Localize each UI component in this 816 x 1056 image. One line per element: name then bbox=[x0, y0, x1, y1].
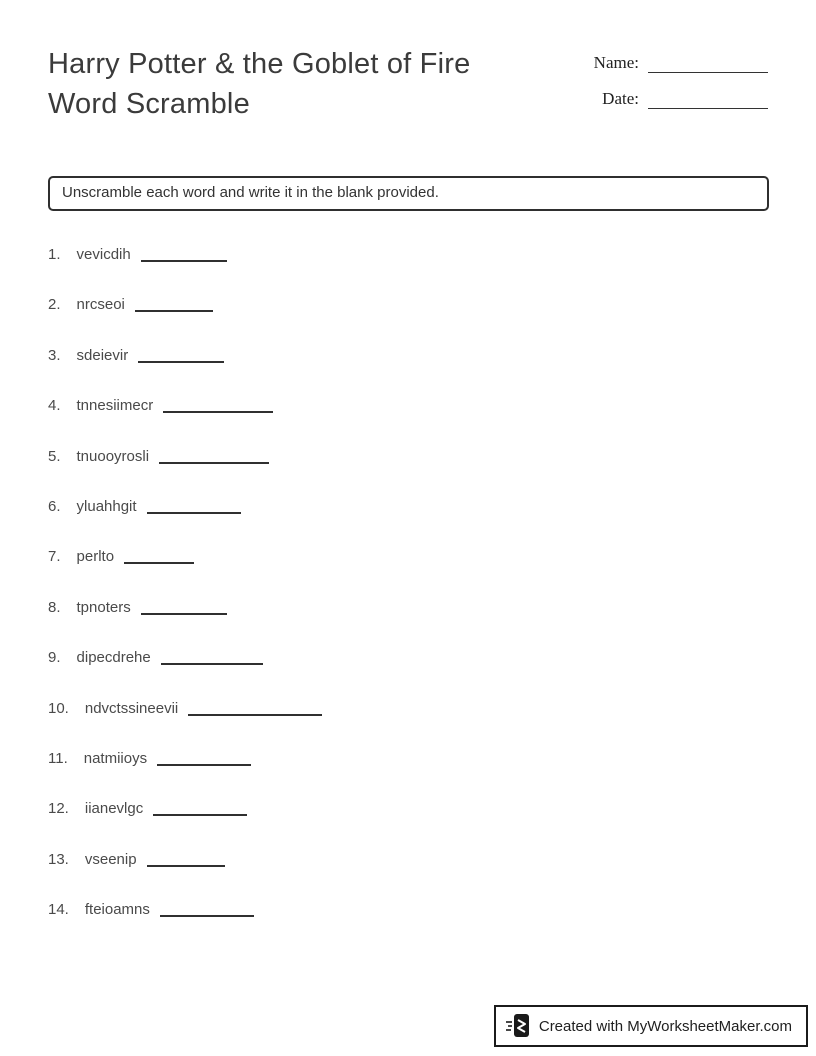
footer-credit-box bbox=[494, 1005, 808, 1047]
answer-blank bbox=[147, 497, 241, 514]
scrambled-word: tnuooyrosli bbox=[76, 447, 150, 465]
scrambled-word: natmiioys bbox=[83, 749, 148, 767]
instructions-box bbox=[48, 176, 769, 211]
item-number: 4. bbox=[48, 397, 61, 415]
name-blank-line bbox=[648, 52, 768, 73]
word-scramble-item bbox=[48, 598, 816, 648]
answer-blank bbox=[141, 598, 227, 615]
item-number: 3. bbox=[48, 346, 61, 364]
word-scramble-item bbox=[48, 648, 816, 698]
title-line-1: Harry Potter & the Goblet of Fire bbox=[48, 48, 471, 80]
worksheetmaker-logo-icon bbox=[506, 1013, 530, 1039]
title-line-2: Word Scramble bbox=[48, 88, 250, 120]
item-number: 12. bbox=[48, 800, 69, 818]
word-scramble-item bbox=[48, 346, 816, 396]
scrambled-word: dipecdrehe bbox=[76, 649, 151, 667]
answer-blank bbox=[157, 749, 251, 766]
scrambled-word: sdeievir bbox=[76, 346, 129, 364]
item-number: 9. bbox=[48, 649, 61, 667]
answer-blank bbox=[141, 245, 227, 262]
answer-blank bbox=[147, 850, 225, 867]
scrambled-word: vevicdih bbox=[76, 246, 131, 263]
word-scramble-item bbox=[48, 447, 816, 497]
scrambled-word: vseenip bbox=[84, 850, 137, 868]
item-number: 7. bbox=[48, 548, 61, 566]
answer-blank bbox=[161, 648, 263, 665]
answer-blank bbox=[153, 799, 247, 816]
item-number: 8. bbox=[48, 598, 61, 616]
item-number: 11. bbox=[48, 749, 68, 767]
page-title bbox=[48, 44, 470, 124]
scrambled-word: perlto bbox=[76, 548, 115, 566]
instructions-text: Unscramble each word and write it in the blank provided. bbox=[62, 184, 439, 201]
item-number: 6. bbox=[48, 497, 61, 515]
name-row bbox=[594, 52, 768, 73]
item-number: 1. bbox=[48, 246, 61, 263]
word-scramble-item bbox=[48, 497, 816, 547]
word-scramble-item bbox=[48, 547, 816, 597]
item-number: 5. bbox=[48, 447, 61, 465]
word-scramble-item bbox=[48, 749, 816, 799]
scrambled-word: fteioamns bbox=[84, 901, 150, 919]
word-scramble-item bbox=[48, 850, 816, 900]
answer-blank bbox=[135, 295, 213, 312]
scrambled-word: ndvctssineevii bbox=[84, 699, 179, 717]
answer-blank bbox=[160, 900, 254, 917]
answer-blank bbox=[163, 396, 273, 413]
answer-blank bbox=[188, 699, 322, 716]
date-row bbox=[594, 88, 768, 109]
word-scramble-item bbox=[48, 699, 816, 749]
scrambled-word: nrcseoi bbox=[76, 296, 125, 314]
word-scramble-item bbox=[48, 396, 816, 446]
scrambled-word: yluahhgit bbox=[76, 497, 137, 515]
word-scramble-item bbox=[48, 295, 816, 345]
word-scramble-list bbox=[0, 245, 816, 950]
word-scramble-item bbox=[48, 900, 816, 950]
word-scramble-item bbox=[48, 799, 816, 849]
footer-credit-link[interactable]: Created with MyWorksheetMaker.com bbox=[538, 1017, 792, 1035]
scrambled-word: iianevlgc bbox=[84, 800, 144, 818]
worksheet-header bbox=[0, 0, 816, 124]
scrambled-word: tpnoters bbox=[76, 598, 131, 616]
item-number: 13. bbox=[48, 850, 69, 868]
scrambled-word: tnnesiimecr bbox=[76, 397, 154, 415]
date-label: Date: bbox=[602, 89, 639, 108]
item-number: 10. bbox=[48, 699, 69, 717]
answer-blank bbox=[159, 447, 269, 464]
word-scramble-item bbox=[48, 245, 816, 295]
date-blank-line bbox=[648, 88, 768, 109]
name-label: Name: bbox=[593, 53, 639, 72]
answer-blank bbox=[138, 346, 224, 363]
item-number: 14. bbox=[48, 901, 69, 919]
item-number: 2. bbox=[48, 296, 61, 314]
name-date-block bbox=[594, 44, 768, 124]
answer-blank bbox=[124, 547, 194, 564]
